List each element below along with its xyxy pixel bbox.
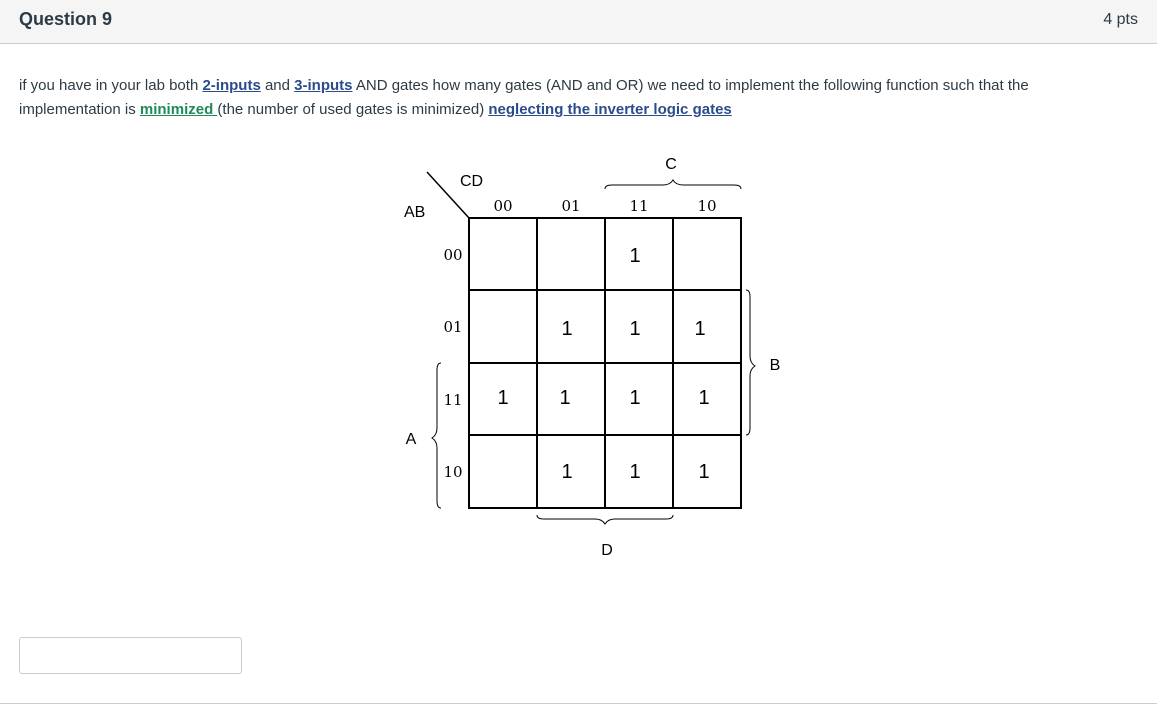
text-part: AND gates how many gates (AND and OR) we need to implement the following function such that the implementation is	[19, 77, 1029, 118]
kmap-row-header: 10	[443, 463, 463, 481]
kmap-cell: 1	[497, 387, 509, 409]
kmap-label-b: B	[769, 357, 781, 374]
kmap-corner-ab: AB	[404, 204, 426, 221]
kmap-cell: 1	[561, 318, 573, 340]
kmap-col-header: 00	[493, 197, 513, 215]
question-title: Question 9	[19, 9, 113, 29]
kmap-corner-cd: CD	[460, 173, 484, 190]
text-part: (the number of used gates is minimized)	[217, 101, 489, 118]
emphasis-neglecting-inverters: neglecting the inverter logic gates	[488, 101, 732, 118]
emphasis-2-inputs: 2-inputs	[202, 77, 261, 94]
kmap-col-header: 11	[629, 197, 649, 215]
kmap-row-header: 01	[443, 318, 463, 336]
kmap-bracket-b	[746, 290, 755, 435]
question-footer-divider	[0, 703, 1157, 704]
text-part: if you have in your lab both	[19, 77, 203, 94]
question-points: 4 pts	[1103, 11, 1138, 28]
kmap-cell: 1	[559, 387, 571, 409]
kmap-cell: 1	[629, 245, 641, 267]
kmap-row-header: 11	[443, 391, 463, 409]
kmap-label-d: D	[601, 542, 613, 559]
kmap-bracket-d	[537, 515, 673, 524]
kmap-col-header: 01	[561, 197, 581, 215]
kmap-label-a: A	[405, 431, 417, 448]
kmap-bracket-a	[432, 363, 441, 508]
emphasis-3-inputs: 3-inputs	[294, 77, 353, 94]
kmap-bracket-c	[605, 180, 741, 189]
kmap-col-header: 10	[697, 197, 717, 215]
kmap-cell: 1	[694, 318, 706, 340]
kmap-label-c: C	[665, 156, 677, 173]
kmap-cell: 1	[698, 387, 710, 409]
kmap-cell: 1	[629, 318, 641, 340]
kmap-cell: 1	[561, 461, 573, 483]
kmap-cell: 1	[629, 387, 641, 409]
text-part: and	[260, 77, 295, 94]
kmap-cell: 1	[698, 461, 710, 483]
emphasis-minimized: minimized	[139, 101, 218, 118]
kmap-row-header: 00	[443, 246, 463, 264]
answer-input[interactable]	[19, 637, 242, 674]
kmap-cell: 1	[629, 461, 641, 483]
